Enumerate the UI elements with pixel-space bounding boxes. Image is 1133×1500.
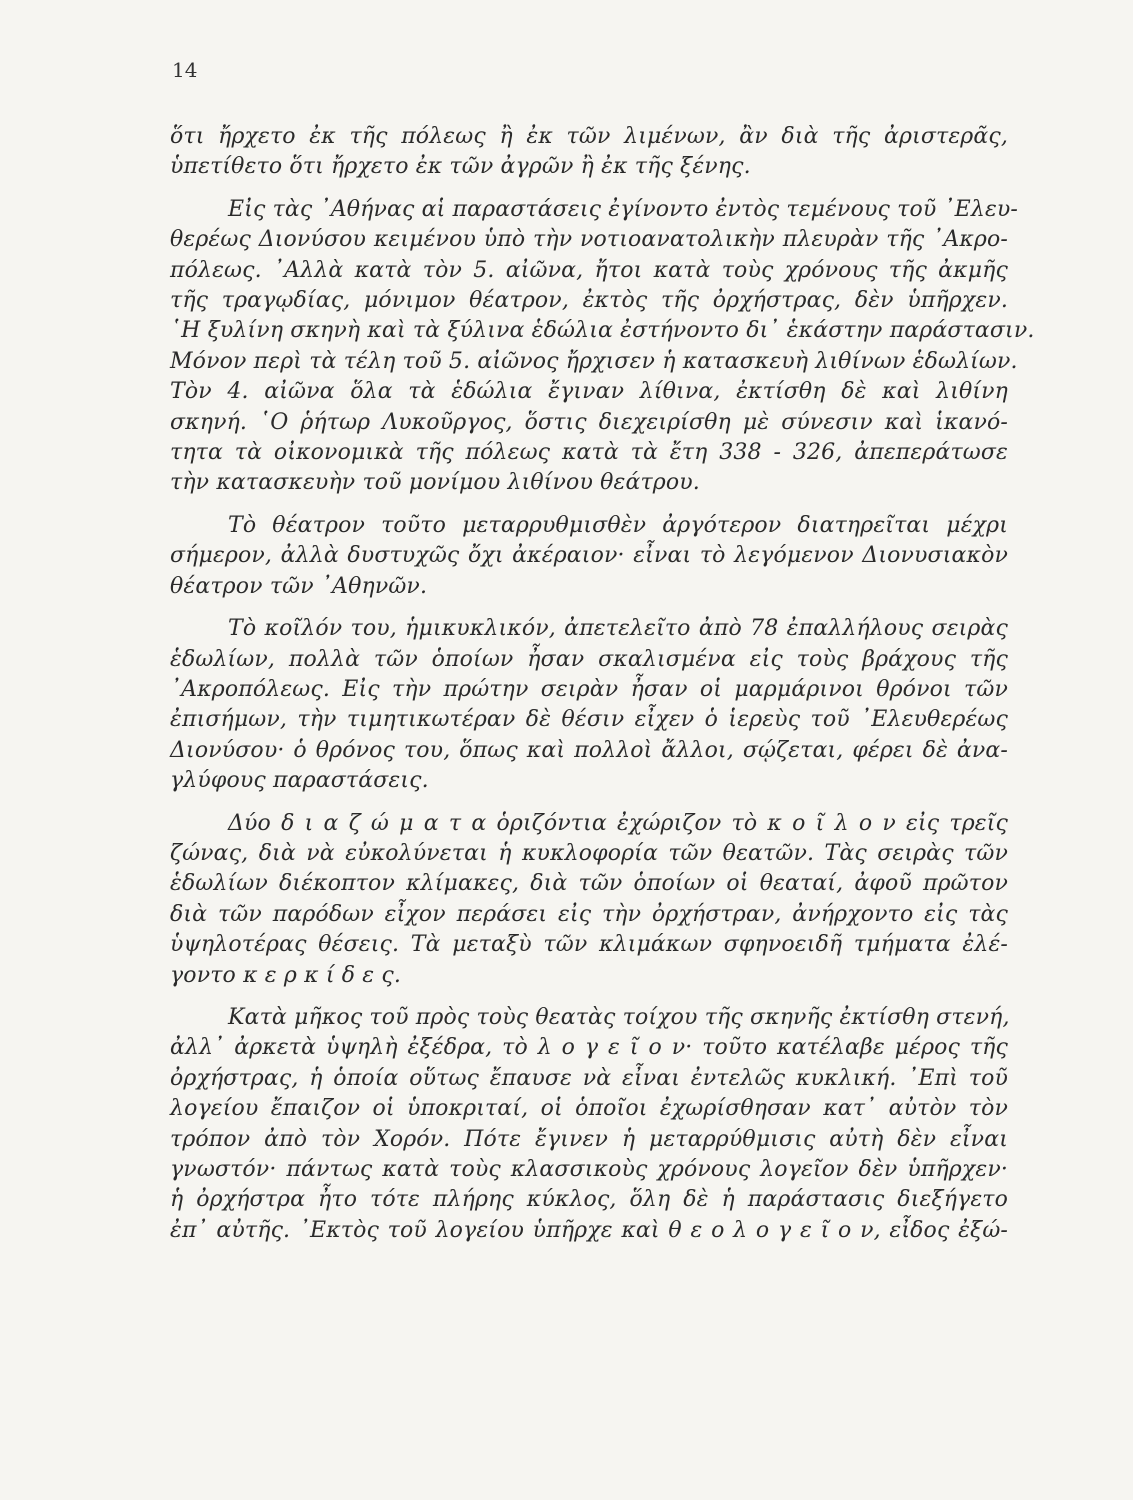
body-text (170, 122, 1035, 1246)
text-line: Τὸ κοῖλόν του, ἡμικυκλικόν, ἀπετελεῖτο ἀπὸ 78 ἐπαλλήλους σειρὰς (228, 616, 1008, 642)
paragraph (170, 614, 1008, 796)
paragraph-gap (170, 183, 1008, 195)
paragraph (170, 122, 1008, 183)
text-line: γλύφους παραστάσεις. (170, 768, 429, 794)
text-line: τῆς τραγῳδίας, μόνιμον θέατρον, ἐκτὸς τῆς ὀρχήστρας, δὲν ὑπῆρχεν. (170, 288, 1008, 314)
text-line: Τὸν 4. αἰῶνα ὅλα τὰ ἑδώλια ἔγιναν λίθινα, ἐκτίσθη δὲ καὶ λιθίνη (170, 379, 1008, 405)
text-line: Τὸ θέατρον τοῦτο μεταρρυθμισθὲν ἀργότερον διατηρεῖται μέχρι (228, 512, 1008, 538)
text-line: ἑδωλίων διέκοπτον κλίμακες, διὰ τῶν ὁποίων οἱ θεαταί, ἀφοῦ πρῶτον (170, 871, 1008, 897)
text-line: ἀλλ᾿ ἀρκετὰ ὑψηλὴ ἐξέδρα, τὸ λ ο γ ε ῖ ο ν· τοῦτο κατέλαβε μέρος τῆς (170, 1035, 1008, 1061)
text-line: θερέως Διονύσου κειμένου ὑπὸ τὴν νοτιοανατολικὴν πλευρὰν τῆς ᾿Ακρο- (170, 227, 1008, 253)
text-line: ὅτι ἤρχετο ἐκ τῆς πόλεως ἢ ἐκ τῶν λιμένων, ἂν διὰ τῆς ἀριστερᾶς, (170, 124, 1008, 149)
text-line: Δύο δ ι α ζ ώ μ α τ α ὁριζόντια ἐχώριζον τὸ κ ο ῖ λ ο ν εἰς τρεῖς (228, 810, 1008, 836)
paragraph-gap (170, 991, 1008, 1003)
text-line: τητα τὰ οἰκονομικὰ τῆς πόλεως κατὰ τὰ ἔτη 338 - 326, ἀπεπεράτωσε (170, 440, 1008, 466)
text-line: Διονύσου· ὁ θρόνος του, ὅπως καὶ πολλοὶ ἄλλοι, σῴζεται, φέρει δὲ ἀνα- (170, 737, 1008, 763)
text-line: θέατρον τῶν ᾿Αθηνῶν. (170, 573, 428, 599)
text-line: ζώνας, διὰ νὰ εὐκολύνεται ἡ κυκλοφορία τῶν θεατῶν. Τὰς σειρὰς τῶν (170, 840, 1008, 866)
text-line: ὀρχήστρας, ἡ ὁποία οὕτως ἔπαυσε νὰ εἶναι ἐντελῶς κυκλική. ᾿Επὶ τοῦ (170, 1065, 1008, 1091)
paragraph (170, 195, 1035, 499)
text-line: πόλεως. ᾿Αλλὰ κατὰ τὸν 5. αἰῶνα, ἤτοι κατὰ τοὺς χρόνους τῆς ἀκμῆς (170, 257, 1008, 283)
paragraph-gap (170, 499, 1008, 511)
text-line: ἡ ὀρχήστρα ἦτο τότε πλήρης κύκλος, ὅλη δὲ ἡ παράστασις διεξήγετο (170, 1187, 1008, 1213)
page-number: 14 (172, 58, 198, 82)
text-line: διὰ τῶν παρόδων εἶχον περάσει εἰς τὴν ὀρχήστραν, ἀνήρχοντο εἰς τὰς (170, 901, 1008, 927)
text-line: ᾿Ακροπόλεως. Εἰς τὴν πρώτην σειρὰν ἦσαν οἱ μαρμάρινοι θρόνοι τῶν (170, 676, 1008, 702)
text-line: ὑπετίθετο ὅτι ἤρχετο ἐκ τῶν ἀγρῶν ἢ ἐκ τῆς ξένης. (170, 154, 751, 180)
paragraph-gap (170, 797, 1008, 809)
text-line: τὴν κατασκευὴν τοῦ μονίμου λιθίνου θεάτρου. (170, 470, 700, 496)
text-line: σήμερον, ἀλλὰ δυστυχῶς ὄχι ἀκέραιον· εἶναι τὸ λεγόμενον Διονυσιακὸν (170, 543, 1008, 569)
text-line: Εἰς τὰς ᾿Αθήνας αἱ παραστάσεις ἐγίνοντο ἐντὸς τεμένους τοῦ ᾿Ελευ- (228, 196, 1019, 222)
text-line: Μόνον περὶ τὰ τέλη τοῦ 5. αἰῶνος ἤρχισεν ἡ κατασκευὴ λιθίνων ἑδωλίων. (170, 348, 1018, 374)
text-line: ἐπισήμων, τὴν τιμητικωτέραν δὲ θέσιν εἶχεν ὁ ἱερεὺς τοῦ ᾿Ελευθερέως (170, 707, 1008, 733)
paragraph (170, 511, 1008, 602)
text-line: Κατὰ μῆκος τοῦ πρὸς τοὺς θεατὰς τοίχου τῆς σκηνῆς ἐκτίσθη στενή, (228, 1004, 1010, 1030)
paragraph-gap (170, 602, 1008, 614)
text-line: λογείου ἔπαιζον οἱ ὑποκριταί, οἱ ὁποῖοι ἐχωρίσθησαν κατ᾿ αὐτὸν τὸν (170, 1096, 1008, 1122)
text-line: σκηνή. ῾Ο ῥήτωρ Λυκοῦργος, ὅστις διεχειρίσθη μὲ σύνεσιν καὶ ἱκανό- (170, 409, 1008, 435)
text-line: γοντο κ ε ρ κ ί δ ε ς. (170, 962, 402, 988)
text-line: ἐπ᾿ αὐτῆς. ᾿Εκτὸς τοῦ λογείου ὑπῆρχε καὶ θ ε ο λ ο γ ε ῖ ο ν, εἶδος ἐξώ- (170, 1217, 1008, 1243)
text-line: ῾Η ξυλίνη σκηνὴ καὶ τὰ ξύλινα ἑδώλια ἐστήνοντο δι᾿ ἑκάστην παράστασιν. (170, 318, 1035, 344)
text-line: τρόπον ἀπὸ τὸν Χορόν. Πότε ἔγινεν ἡ μεταρρύθμισις αὐτὴ δὲν εἶναι (170, 1126, 1008, 1152)
text-line: γνωστόν· πάντως κατὰ τοὺς κλασσικοὺς χρόνους λογεῖον δὲν ὑπῆρχεν· (170, 1157, 1008, 1182)
paragraph (170, 809, 1008, 991)
paragraph (170, 1003, 1008, 1246)
text-line: ἑδωλίων, πολλὰ τῶν ὁποίων ἦσαν σκαλισμένα εἰς τοὺς βράχους τῆς (170, 646, 1008, 672)
text-line: ὑψηλοτέρας θέσεις. Τὰ μεταξὺ τῶν κλιμάκων σφηνοειδῆ τμήματα ἐλέ- (170, 932, 1008, 958)
